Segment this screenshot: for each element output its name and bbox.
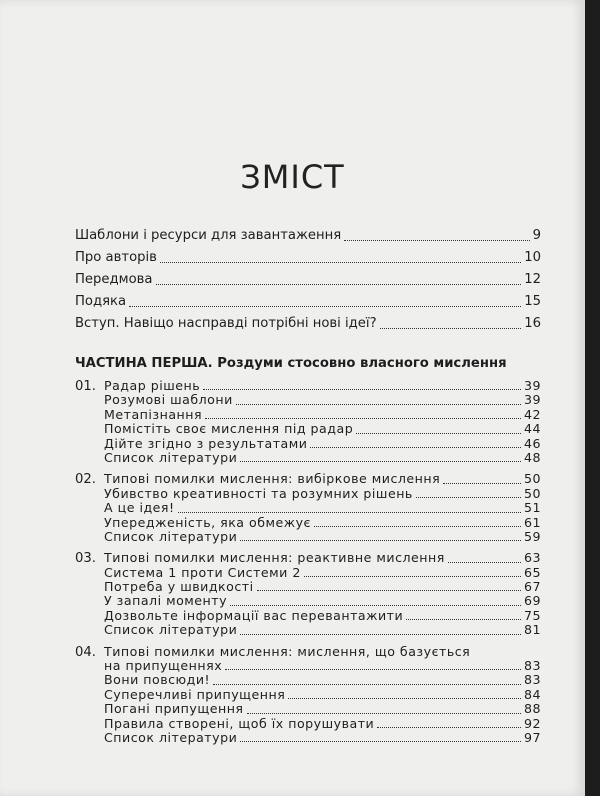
toc-entry: [104, 580, 541, 594]
part-heading: [75, 356, 541, 372]
toc-entry: [104, 422, 541, 436]
dot-leader: [178, 512, 521, 513]
toc-entry-title: Вони повсюди!: [104, 672, 211, 688]
toc-entry-title: Вступ. Навіщо насправді потрібні нові ідеї?: [75, 316, 377, 331]
dot-leader: [304, 576, 521, 577]
toc-entry-title: Радар рішень: [104, 377, 201, 393]
chapter-block: [75, 551, 541, 637]
dot-leader: [416, 497, 521, 498]
toc-entry-title: Типові помилки мислення: мислення, що базується: [104, 643, 471, 659]
toc-entry: [75, 222, 541, 244]
toc-entry-title: Список літератури: [104, 528, 238, 544]
toc-entry-title: Потреба у швидкості: [104, 579, 254, 595]
dot-leader: [288, 698, 521, 699]
front-matter-list: [75, 222, 541, 332]
toc-entry-page: 65: [523, 564, 541, 580]
part-title: Роздуми стосовно власного мислення: [212, 356, 507, 371]
toc-entry: [104, 645, 541, 659]
toc-entry: [104, 659, 541, 673]
toc-entry-page: 69: [523, 593, 541, 609]
toc-entry-page: 44: [523, 421, 541, 437]
chapter-number: 01.: [75, 379, 96, 394]
toc-entry-page: 97: [523, 729, 541, 745]
toc-entry: [75, 266, 541, 288]
toc-entry-title: А це ідея!: [104, 500, 175, 516]
toc-entry-page: 88: [523, 701, 541, 717]
toc-entry-page: 83: [523, 672, 541, 688]
chapter-number: 03.: [75, 551, 96, 567]
dot-leader: [225, 669, 521, 670]
toc-entry-title: Передмова: [75, 272, 153, 287]
dot-leader: [257, 590, 521, 591]
toc-entry: [104, 566, 541, 580]
toc-entry-title: Правила створені, щоб їх порушувати: [104, 715, 375, 731]
dot-leader: [160, 262, 521, 263]
toc-entry-title: Дійте згідно з результатами: [104, 435, 308, 451]
toc-entry-page: 46: [523, 435, 541, 451]
chapter-block: [75, 472, 541, 544]
table-of-contents: [75, 222, 541, 745]
toc-entry-title: Розумові шаблони: [104, 392, 233, 408]
dot-leader: [344, 240, 529, 241]
toc-entry: [104, 717, 541, 731]
toc-entry-page: 75: [523, 607, 541, 623]
toc-entry: [104, 472, 541, 486]
toc-entry: [104, 688, 541, 702]
toc-entry-title: Список літератури: [104, 729, 238, 745]
dot-leader: [240, 634, 521, 635]
page-title: ЗМІСТ: [240, 158, 345, 196]
dot-leader: [406, 619, 521, 620]
chapter-block: [75, 645, 541, 746]
chapter-number: 02.: [75, 472, 96, 488]
toc-entry-page: 92: [523, 715, 541, 731]
toc-entry-page: 83: [523, 658, 541, 674]
toc-entry: [104, 731, 541, 745]
chapters-list: [75, 379, 541, 745]
toc-entry-page: 51: [523, 500, 541, 516]
toc-entry: [75, 244, 541, 266]
chapter-number: 04.: [75, 644, 96, 660]
toc-entry-title: Погані припущення: [104, 701, 244, 717]
toc-entry-title: Список літератури: [104, 622, 238, 638]
toc-entry: [104, 408, 541, 422]
toc-entry-title: Список літератури: [104, 449, 238, 465]
dot-leader: [240, 741, 521, 742]
dot-leader: [230, 605, 521, 606]
toc-entry-title: Типові помилки мислення: вибіркове мислення: [104, 471, 441, 487]
toc-entry-page: 48: [523, 449, 541, 465]
toc-entry-page: 39: [523, 377, 541, 393]
dot-leader: [310, 447, 521, 448]
toc-entry-page: 10: [524, 250, 541, 265]
dot-leader: [356, 433, 521, 434]
toc-entry: [104, 673, 541, 687]
toc-entry: [104, 623, 541, 637]
toc-entry: [104, 516, 541, 530]
toc-entry: [104, 609, 541, 623]
dot-leader: [240, 461, 521, 462]
toc-entry: [104, 530, 541, 544]
dot-leader: [213, 684, 521, 685]
chapter-block: [75, 379, 541, 465]
toc-entry-page: 15: [524, 294, 541, 309]
dot-leader: [443, 483, 521, 484]
dot-leader: [380, 328, 522, 329]
toc-entry: [104, 393, 541, 407]
toc-entry-title: Убивство креативності та розумних рішень: [104, 485, 413, 501]
dot-leader: [247, 713, 521, 714]
toc-entry: [104, 501, 541, 515]
toc-entry-page: 81: [523, 622, 541, 638]
toc-entry-page: 50: [523, 471, 541, 487]
toc-entry-title: Про авторів: [75, 250, 157, 265]
toc-entry-title: Помістіть своє мислення під радар: [104, 421, 354, 437]
toc-entry: [104, 702, 541, 716]
dot-leader: [205, 418, 521, 419]
toc-entry-page: 12: [524, 272, 541, 287]
toc-entry-title: Подяка: [75, 294, 127, 309]
toc-entry: [104, 437, 541, 451]
dot-leader: [240, 540, 521, 541]
toc-entry-title: У запалі моменту: [104, 593, 228, 609]
dot-leader: [314, 526, 521, 527]
toc-entry-title: Система 1 проти Системи 2: [104, 564, 301, 580]
toc-entry-page: 63: [523, 550, 541, 566]
toc-entry-page: 9: [532, 228, 541, 243]
toc-entry: [104, 487, 541, 501]
toc-entry-title: Метапізнання: [104, 406, 203, 422]
toc-entry-page: 42: [523, 406, 541, 422]
toc-entry-page: 84: [523, 686, 541, 702]
toc-entry-title: Упередженість, яка обмежує: [104, 514, 311, 530]
toc-entry: [104, 551, 541, 565]
toc-entry-page: 61: [523, 514, 541, 530]
dot-leader: [129, 306, 521, 307]
toc-entry-title: Типові помилки мислення: реактивне мислення: [104, 550, 445, 566]
toc-entry-title: на припущеннях: [104, 658, 223, 674]
toc-entry: [104, 379, 541, 393]
part-label: ЧАСТИНА ПЕРША.: [75, 356, 213, 371]
toc-entry-page: 67: [523, 579, 541, 595]
toc-entry-page: 39: [523, 392, 541, 408]
toc-entry-page: 50: [523, 485, 541, 501]
dot-leader: [156, 284, 522, 285]
toc-entry-page: 59: [523, 528, 541, 544]
dot-leader: [448, 562, 521, 563]
toc-entry: [75, 310, 541, 332]
dot-leader: [377, 727, 521, 728]
toc-entry-title: Шаблони і ресурси для завантаження: [75, 228, 342, 243]
dot-leader: [236, 404, 521, 405]
toc-entry-title: Суперечливі припущення: [104, 686, 286, 702]
toc-entry: [104, 451, 541, 465]
toc-entry-page: 16: [524, 316, 541, 331]
toc-entry-title: Дозвольте інформації вас перевантажити: [104, 607, 404, 623]
toc-entry: [75, 288, 541, 310]
toc-entry: [104, 594, 541, 608]
dot-leader: [203, 389, 521, 390]
